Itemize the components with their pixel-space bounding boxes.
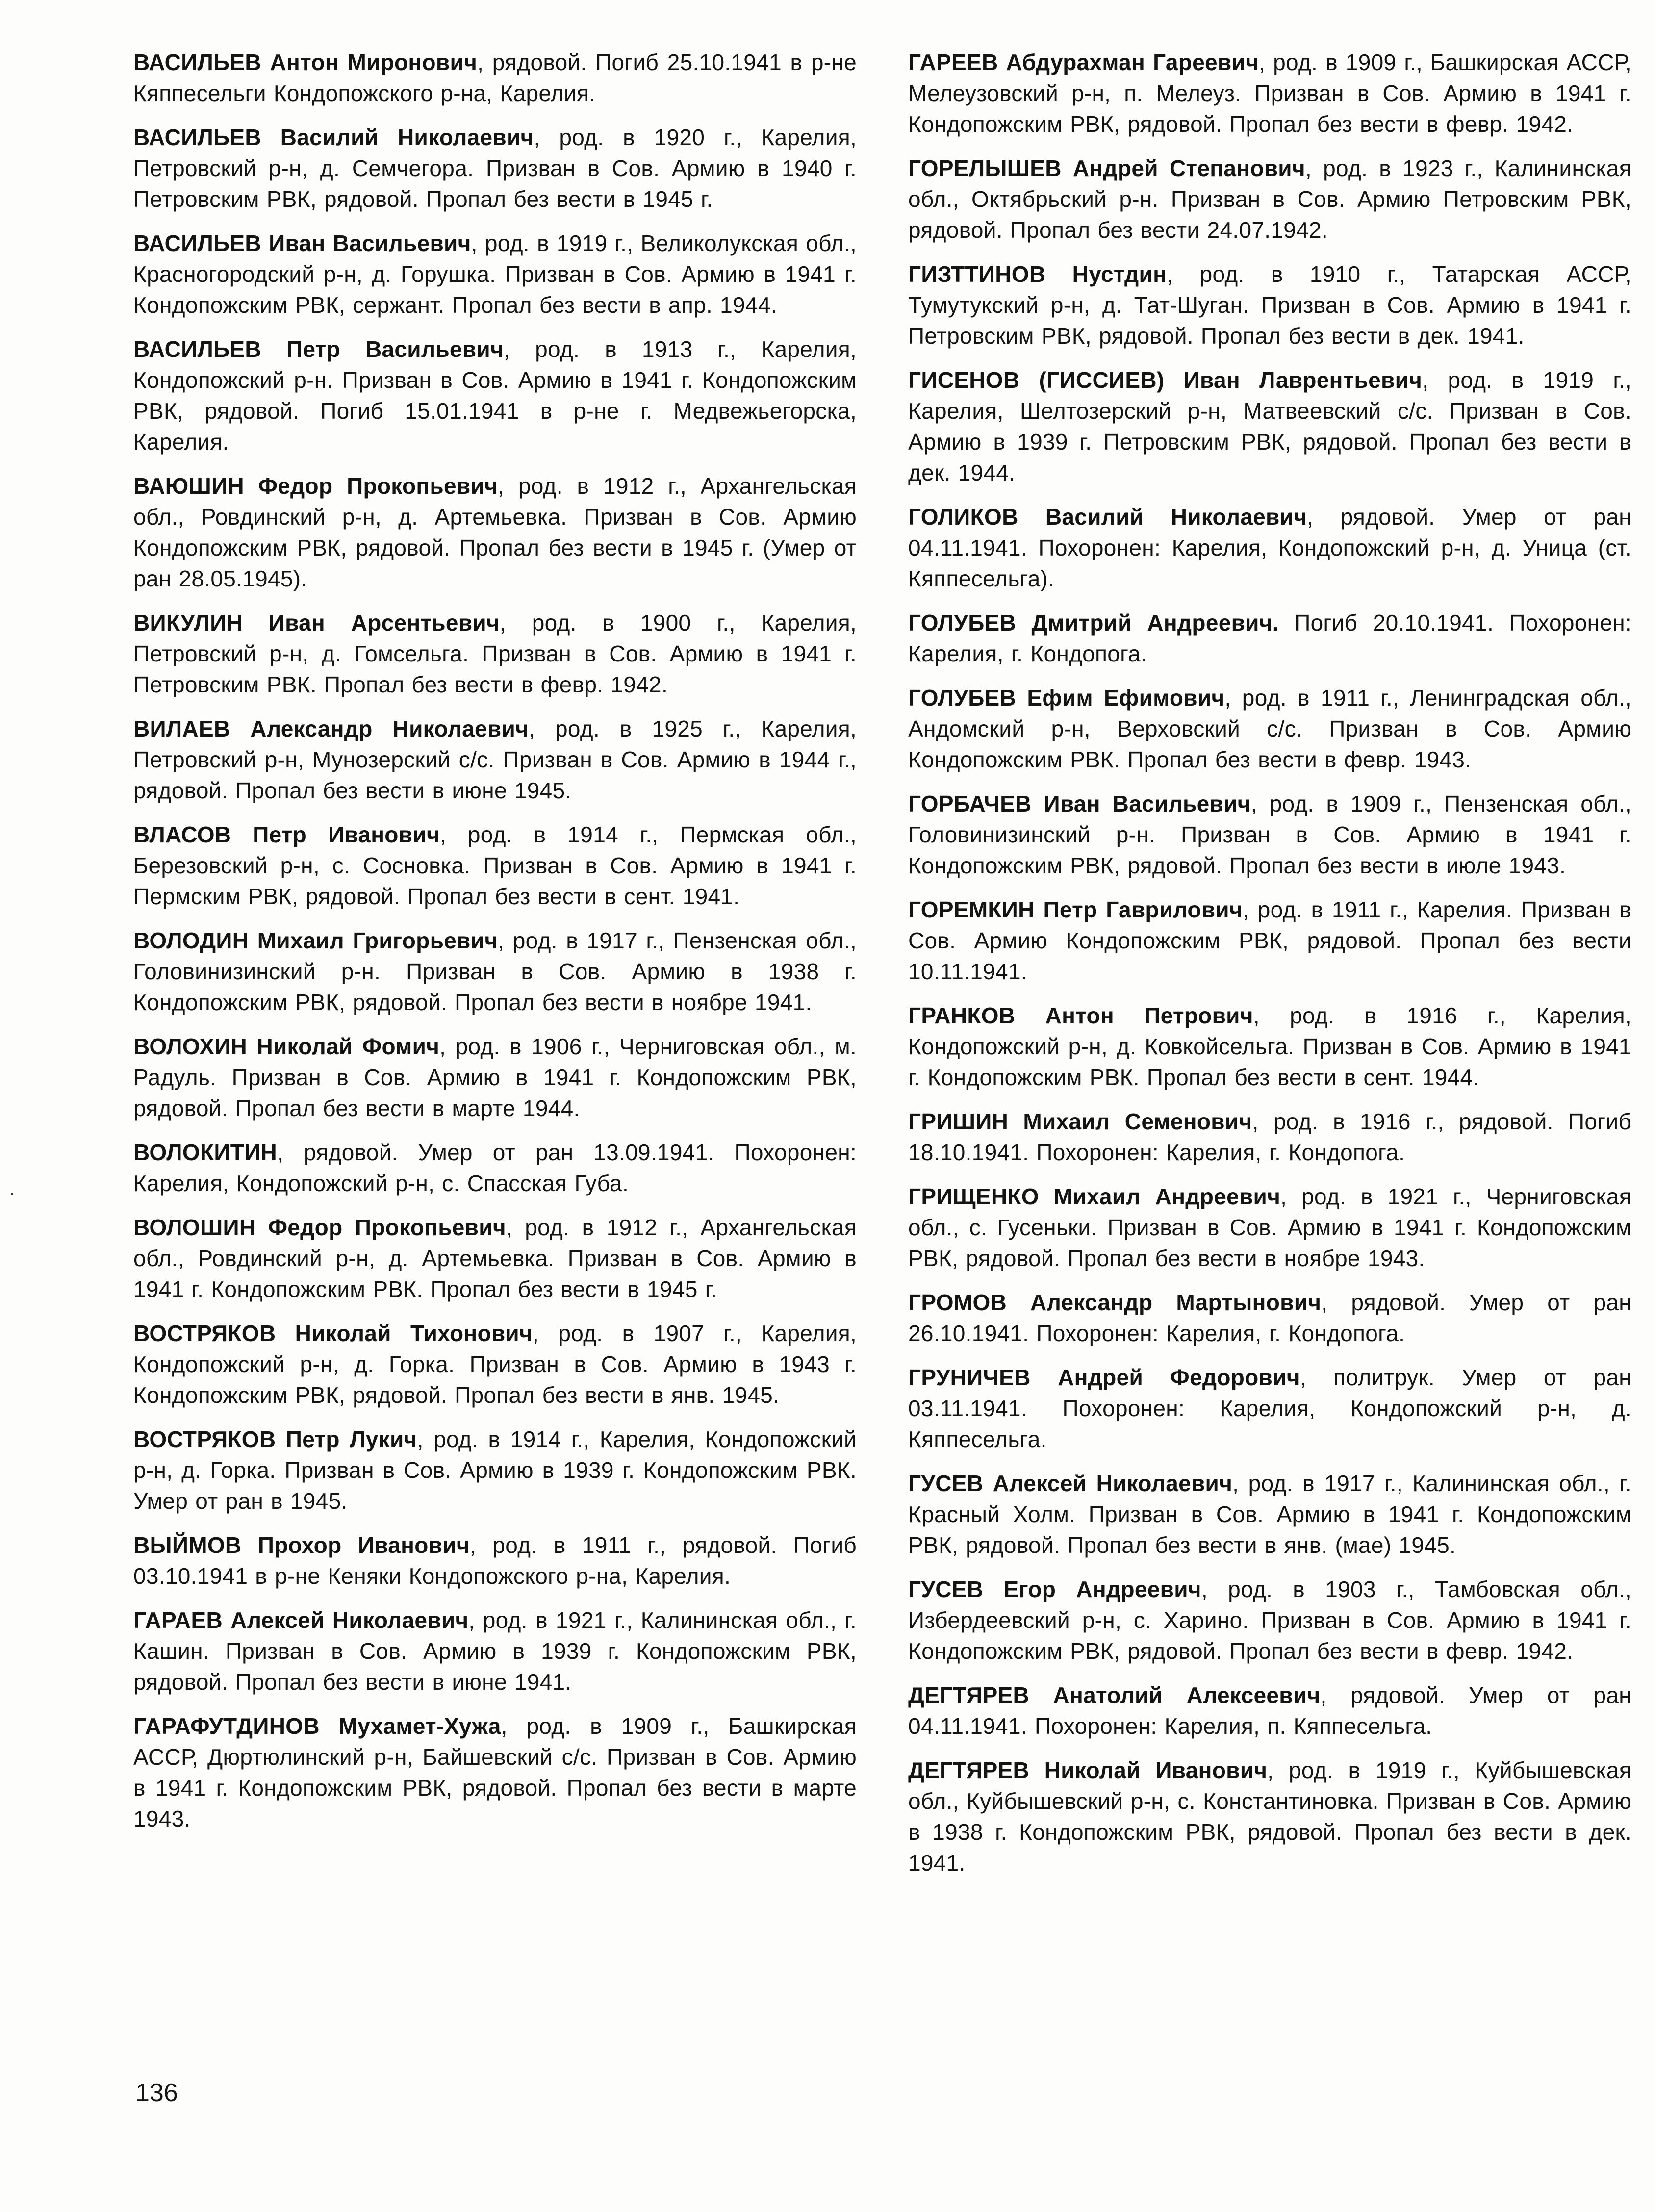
record-name: ГРУНИЧЕВ Андрей Федорович <box>908 1365 1300 1390</box>
record-entry <box>908 1362 1631 1455</box>
record-details: , род. в 1911 г., Ленинградская обл., Андомский р-н, Верховский с/с. Призван в Сов. Армию Кондопожским РВК. Пропал без вести в февр. 1943. <box>908 685 1631 772</box>
record-entry <box>133 608 857 700</box>
record-details: , род. в 1909 г., Пензенская обл., Головинизинский р-н. Призван в Сов. Армию в 1941 г. Кондопожским РВК, рядовой. Пропал без вести в июле 1943. <box>908 791 1631 878</box>
right-column <box>908 47 1631 1892</box>
record-entry <box>133 471 857 594</box>
record-entry <box>133 334 857 458</box>
record-name: ГРИШИН Михаил Семенович <box>908 1109 1252 1134</box>
record-details: , род. в 1919 г., Великолукская обл., Красногородский р-н, д. Горушка. Призван в Сов. Армию в 1941 г. Кондопожским РВК, сержант. Пропал без вести в апр. 1944. <box>133 230 857 318</box>
record-entry <box>908 1000 1631 1093</box>
record-entry <box>133 1711 857 1834</box>
record-details: , род. в 1919 г., Карелия, Шелтозерский р-н, Матвеевский с/с. Призван в Сов. Армию в 1939 г. Петровским РВК, рядовой. Пропал без вести в дек. 1944. <box>908 367 1631 485</box>
scan-speck <box>11 1193 13 1195</box>
record-name: ВЛАСОВ Петр Иванович <box>133 822 440 847</box>
record-details: , род. в 1917 г., Калининская обл., г. Красный Холм. Призван в Сов. Армию в 1941 г. Кондопожским РВК, рядовой. Пропал без вести в янв. (мае) 1945. <box>908 1471 1631 1558</box>
record-entry <box>908 1287 1631 1349</box>
record-details: , род. в 1917 г., Пензенская обл., Головинизинский р-н. Призван в Сов. Армию в 1938 г. Кондопожским РВК, рядовой. Пропал без вести в ноябре 1941. <box>133 928 857 1015</box>
record-details: , род. в 1912 г., Архангельская обл., Ровдинский р-н, д. Артемьевка. Призван в Сов. Армию в 1941 г. Кондопожским РВК. Пропал без вести в 1945 г. <box>133 1215 857 1302</box>
record-entry <box>908 894 1631 987</box>
record-name: ВИКУЛИН Иван Арсентьевич <box>133 610 500 636</box>
record-details: , род. в 1906 г., Черниговская обл., м. Радуль. Призван в Сов. Армию в 1941 г. Кондопожским РВК, рядовой. Пропал без вести в марте 1944. <box>133 1034 857 1121</box>
record-name: ВОСТРЯКОВ Петр Лукич <box>133 1426 417 1452</box>
record-entry <box>133 1605 857 1698</box>
record-details: Погиб 20.10.1941. Похоронен: Карелия, г. Кондопога. <box>908 610 1632 666</box>
record-details: , род. в 1903 г., Тамбовская обл., Избердеевский р-н, с. Харино. Призван в Сов. Армию в 1941 г. Кондопожским РВК, рядовой. Пропал без вести в февр. 1942. <box>908 1576 1631 1664</box>
record-details: , род. в 1916 г., Карелия, Кондопожский р-н, д. Ковкойсельга. Призван в Сов. Армию в 1941 г. Кондопожским РВК. Пропал без вести в сент. 1944. <box>908 1003 1631 1090</box>
record-name: ГРОМОВ Александр Мартынович <box>908 1290 1322 1315</box>
record-details: , род. в 1919 г., Куйбышевская обл., Куйбышевский р-н, с. Константиновка. Призван в Сов. Армию в 1938 г. Кондопожским РВК, рядовой. Пропал без вести в дек. 1941. <box>908 1757 1632 1876</box>
record-name: ДЕГТЯРЕВ Анатолий Алексеевич <box>908 1682 1321 1708</box>
record-details: , род. в 1910 г., Татарская АССР, Тумутукский р-н, д. Тат-Шуган. Призван в Сов. Армию в 1941 г. Петровским РВК, рядовой. Пропал без вести в дек. 1941. <box>908 261 1631 349</box>
record-details: , рядовой. Умер от ран 26.10.1941. Похоронен: Карелия, г. Кондопога. <box>908 1290 1631 1346</box>
record-details: , род. в 1907 г., Карелия, Кондопожский р-н, д. Горка. Призван в Сов. Армию в 1943 г. Кондопожским РВК, рядовой. Пропал без вести в янв. 1945. <box>133 1321 857 1408</box>
record-name: ВАСИЛЬЕВ Антон Миронович <box>133 50 478 75</box>
record-details: , рядовой. Умер от ран 13.09.1941. Похоронен: Карелия, Кондопожский р-н, с. Спасская Губа. <box>133 1140 857 1196</box>
record-entry <box>908 502 1631 594</box>
record-entry <box>133 819 857 912</box>
record-details: , род. в 1916 г., рядовой. Погиб 18.10.1941. Похоронен: Карелия, г. Кондопога. <box>908 1109 1631 1165</box>
record-entry <box>908 608 1631 669</box>
record-name: ГОЛУБЕВ Ефим Ефимович <box>908 685 1225 711</box>
record-entry <box>908 153 1631 246</box>
record-details: , политрук. Умер от ран 03.11.1941. Похоронен: Карелия, Кондопожский р-н, д. Кяппесельга. <box>908 1365 1631 1452</box>
record-entry <box>133 228 857 321</box>
record-details: , род. в 1914 г., Карелия, Кондопожский р-н, д. Горка. Призван в Сов. Армию в 1939 г. Кондопожским РВК. Умер от ран в 1945. <box>133 1426 857 1514</box>
record-details: , рядовой. Умер от ран 04.11.1941. Похоронен: Карелия, Кондопожский р-н, д. Уница (ст. Кяппесельга). <box>908 504 1631 591</box>
record-details: , род. в 1911 г., Карелия. Призван в Сов. Армию Кондопожским РВК, рядовой. Пропал без вести 10.11.1941. <box>908 897 1631 984</box>
record-details: , род. в 1914 г., Пермская обл., Березовский р-н, с. Сосновка. Призван в Сов. Армию в 1941 г. Пермским РВК, рядовой. Пропал без вести в сент. 1941. <box>133 822 857 909</box>
record-entry <box>908 47 1631 140</box>
record-name: ГОРЕМКИН Петр Гаврилович <box>908 897 1243 922</box>
record-details: , род. в 1925 г., Карелия, Петровский р-н, Мунозерский с/с. Призван в Сов. Армию в 1944 г., рядовой. Пропал без вести в июне 1945. <box>133 716 857 803</box>
record-details: , род. в 1921 г., Черниговская обл., с. Гусеньки. Призван в Сов. Армию в 1941 г. Кондопожским РВК, рядовой. Пропал без вести в ноябре 1943. <box>908 1184 1631 1271</box>
record-name: ВАЮШИН Федор Прокопьевич <box>133 473 498 499</box>
record-name: ВАСИЛЬЕВ Иван Васильевич <box>133 230 471 256</box>
record-name: ГАРЕЕВ Абдурахман Гареевич <box>908 50 1259 75</box>
record-entry <box>133 1212 857 1305</box>
record-name: ВАСИЛЬЕВ Петр Васильевич <box>133 336 504 362</box>
record-name: ГРИЩЕНКО Михаил Андреевич <box>908 1184 1281 1209</box>
record-name: ГОЛИКОВ Василий Николаевич <box>908 504 1307 530</box>
record-entry <box>908 1468 1631 1561</box>
record-entry <box>908 1680 1631 1742</box>
record-name: ВЫЙМОВ Прохор Иванович <box>133 1532 470 1558</box>
record-entry <box>908 683 1631 775</box>
record-entry <box>133 1318 857 1411</box>
record-details: , род. в 1913 г., Карелия, Кондопожский р-н. Призван в Сов. Армию в 1941 г. Кондопожским РВК, рядовой. Погиб 15.01.1941 в р-не г. Медвежьегорска, Карелия. <box>133 336 857 455</box>
record-entry <box>908 788 1631 881</box>
record-entry <box>133 1424 857 1517</box>
record-details: , род. в 1912 г., Архангельская обл., Ровдинский р-н, д. Артемьевка. Призван в Сов. Армию Кондопожским РВК, рядовой. Пропал без вести в 1945 г. (Умер от ран 28.05.1945). <box>133 473 857 591</box>
record-name: ГИЗТТИНОВ Нустдин <box>908 261 1167 287</box>
record-details: , род. в 1921 г., Калининская обл., г. Кашин. Призван в Сов. Армию в 1939 г. Кондопожским РВК, рядовой. Пропал без вести в июне 1941. <box>133 1607 857 1695</box>
record-details: , род. в 1909 г., Башкирская АССР, Мелеузовский р-н, п. Мелеуз. Призван в Сов. Армию в 1941 г. Кондопожским РВК, рядовой. Пропал без вести в февр. 1942. <box>908 50 1631 137</box>
record-details: , рядовой. Умер от ран 04.11.1941. Похоронен: Карелия, п. Кяппесельга. <box>908 1682 1631 1739</box>
record-name: ГОРБАЧЕВ Иван Васильевич <box>908 791 1251 816</box>
record-name: ВОЛОКИТИН <box>133 1140 277 1165</box>
record-entry <box>133 122 857 215</box>
record-name: ГАРАФУТДИНОВ Мухамет-Хужа <box>133 1713 501 1739</box>
record-name: ВОЛОШИН Федор Прокопьевич <box>133 1215 506 1240</box>
record-entry <box>133 1530 857 1592</box>
record-name: ГУСЕВ Алексей Николаевич <box>908 1471 1233 1496</box>
record-name: ГРАНКОВ Антон Петрович <box>908 1003 1253 1028</box>
record-name: ГОРЕЛЫШЕВ Андрей Степанович <box>908 155 1305 181</box>
page-number: 136 <box>135 2079 178 2107</box>
left-column <box>133 47 857 1848</box>
record-name: ГОЛУБЕВ Дмитрий Андреевич. <box>908 610 1279 636</box>
record-details: , род. в 1920 г., Карелия, Петровский р-н, д. Семчегора. Призван в Сов. Армию в 1940 г. Петровским РВК, рядовой. Пропал без вести в 1945 г. <box>133 125 857 212</box>
record-entry <box>908 259 1631 352</box>
record-name: ГИСЕНОВ (ГИССИЕВ) Иван Лаврентьевич <box>908 367 1423 393</box>
record-details: , род. в 1909 г., Башкирская АССР, Дюртюлинский р-н, Байшевский с/с. Призван в Сов. Армию в 1941 г. Кондопожским РВК, рядовой. Пропал без вести в марте 1943. <box>133 1713 857 1831</box>
record-name: ГАРАЕВ Алексей Николаевич <box>133 1607 469 1633</box>
record-name: ВОЛОХИН Николай Фомич <box>133 1034 440 1059</box>
record-name: ВИЛАЕВ Александр Николаевич <box>133 716 529 741</box>
record-entry <box>908 1106 1631 1168</box>
record-entry <box>908 365 1631 488</box>
record-entry <box>133 47 857 109</box>
record-entry <box>908 1574 1631 1667</box>
record-name: ГУСЕВ Егор Андреевич <box>908 1576 1201 1602</box>
record-details: , род. в 1900 г., Карелия, Петровский р-н, д. Гомсельга. Призван в Сов. Армию в 1941 г. Петровским РВК. Пропал без вести в февр. 1942. <box>133 610 857 697</box>
record-entry <box>908 1755 1631 1879</box>
record-entry <box>908 1181 1631 1274</box>
record-name: ДЕГТЯРЕВ Николай Иванович <box>908 1757 1268 1783</box>
record-details: , род. в 1911 г., рядовой. Погиб 03.10.1941 в р-не Кеняки Кондопожского р-на, Карелия. <box>133 1532 857 1589</box>
record-name: ВОСТРЯКОВ Николай Тихонович <box>133 1321 533 1346</box>
record-entry <box>133 1137 857 1199</box>
record-entry <box>133 925 857 1018</box>
record-name: ВОЛОДИН Михаил Григорьевич <box>133 928 498 953</box>
record-details: , род. в 1923 г., Калининская обл., Октябрьский р-н. Призван в Сов. Армию Петровским РВК, рядовой. Пропал без вести 24.07.1942. <box>908 155 1631 243</box>
record-entry <box>133 1031 857 1124</box>
record-entry <box>133 713 857 806</box>
record-name: ВАСИЛЬЕВ Василий Николаевич <box>133 125 534 150</box>
record-details: , рядовой. Погиб 25.10.1941 в р-не Кяппесельги Кондопожского р-на, Карелия. <box>133 50 857 106</box>
